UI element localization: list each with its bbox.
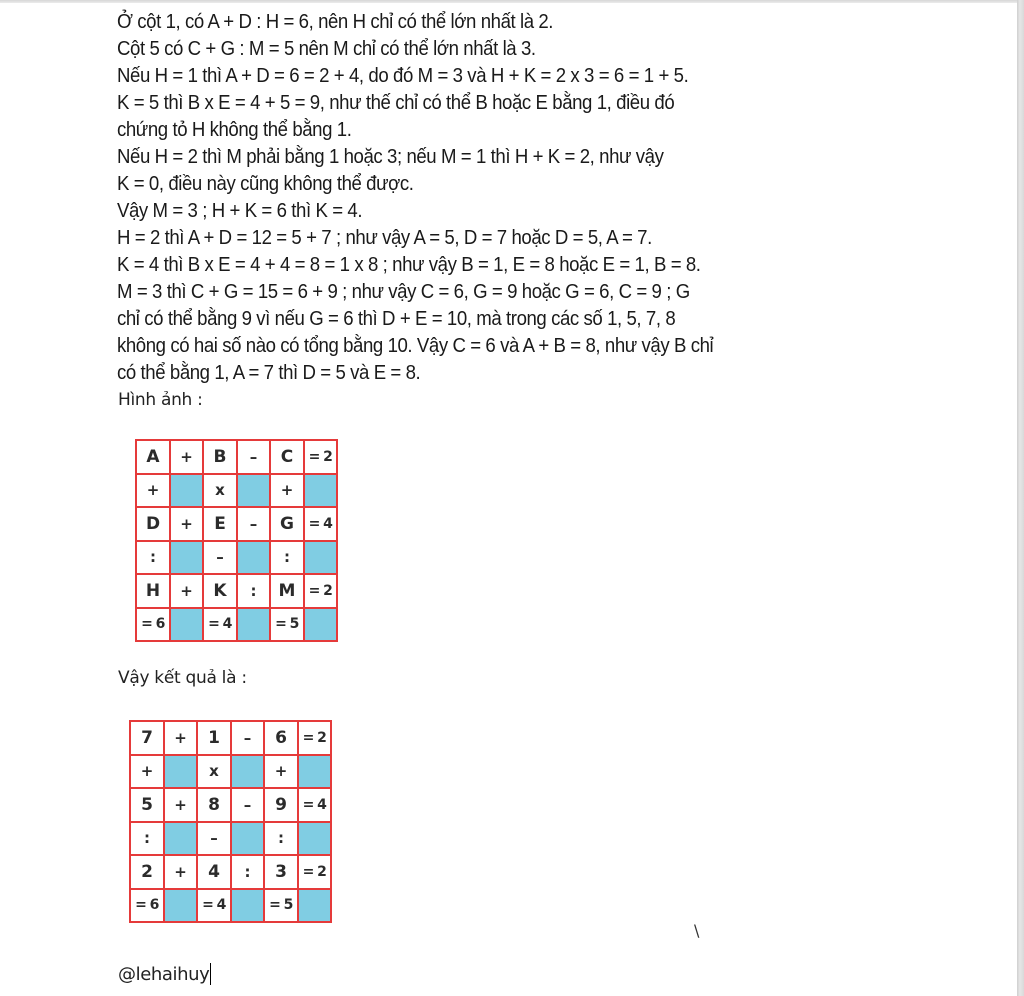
grid-cell: = 2 xyxy=(298,721,332,755)
grid-cell: : xyxy=(231,855,265,889)
grid-cell-blank xyxy=(298,889,332,923)
grid-cell: H xyxy=(136,574,170,608)
grid-cell: + xyxy=(264,755,298,789)
grid-cell-blank xyxy=(164,755,198,789)
grid-cell-blank xyxy=(170,474,204,508)
solution-line: chứng tỏ H không thể bằng 1. xyxy=(117,119,352,141)
vertical-scrollbar[interactable] xyxy=(1017,0,1024,996)
grid-cell: : xyxy=(130,822,164,856)
grid-cell: 1 xyxy=(197,721,231,755)
solution-line: K = 5 thì B x E = 4 + 5 = 9, như thế chỉ có thể B hoặc E bằng 1, điều đó xyxy=(117,92,675,114)
solution-line: không có hai số nào có tổng bằng 10. Vậy C = 6 và A + B = 8, như vậy B chỉ xyxy=(117,335,714,357)
grid-cell-blank xyxy=(231,755,265,789)
grid-cell-blank xyxy=(237,541,271,575)
grid-cell: A xyxy=(136,440,170,474)
signature-line[interactable] xyxy=(118,963,211,985)
grid-cell: = 5 xyxy=(270,608,304,642)
solution-line: Vậy M = 3 ; H + K = 6 thì K = 4. xyxy=(117,200,363,222)
grid-cell: 4 xyxy=(197,855,231,889)
grid-cell-blank xyxy=(170,608,204,642)
grid-cell-blank xyxy=(231,889,265,923)
grid-cell: + xyxy=(136,474,170,508)
grid-cell: = 6 xyxy=(136,608,170,642)
grid-cell: : xyxy=(237,574,271,608)
grid-cell: 2 xyxy=(130,855,164,889)
solution-line: chỉ có thể bằng 9 vì nếu G = 6 thì D + E = 10, mà trong các số 1, 5, 7, 8 xyxy=(117,308,676,330)
image-label: Hình ảnh : xyxy=(118,390,203,410)
grid-cell: – xyxy=(197,822,231,856)
grid-cell-blank xyxy=(164,889,198,923)
grid-cell: – xyxy=(231,788,265,822)
grid-cell-blank xyxy=(298,822,332,856)
grid-cell: + xyxy=(130,755,164,789)
grid-cell-blank xyxy=(164,822,198,856)
grid-cell: = 5 xyxy=(264,889,298,923)
grid-cell: x xyxy=(197,755,231,789)
grid-cell: M xyxy=(270,574,304,608)
grid-cell: + xyxy=(170,440,204,474)
grid-cell: = 2 xyxy=(298,855,332,889)
grid-cell: 9 xyxy=(264,788,298,822)
grid-cell-blank xyxy=(304,608,338,642)
grid-cell: K xyxy=(203,574,237,608)
result-grid xyxy=(129,720,332,923)
grid-cell: = 4 xyxy=(298,788,332,822)
grid-cell: = 4 xyxy=(197,889,231,923)
grid-cell: = 2 xyxy=(304,574,338,608)
text-cursor xyxy=(210,963,211,985)
grid-cell: 7 xyxy=(130,721,164,755)
grid-cell: 6 xyxy=(264,721,298,755)
grid-cell: C xyxy=(270,440,304,474)
signature-text: @lehaihuy xyxy=(118,964,210,985)
grid-cell-blank xyxy=(298,755,332,789)
grid-cell: E xyxy=(203,507,237,541)
grid-cell: – xyxy=(203,541,237,575)
grid-cell: 5 xyxy=(130,788,164,822)
solution-line: Cột 5 có C + G : M = 5 nên M chỉ có thể lớn nhất là 3. xyxy=(117,38,536,60)
result-label: Vậy kết quả là : xyxy=(118,668,247,688)
document-page xyxy=(0,3,1017,996)
solution-line: H = 2 thì A + D = 12 = 5 + 7 ; như vậy A = 5, D = 7 hoặc D = 5, A = 7. xyxy=(117,227,652,249)
grid-cell-blank xyxy=(231,822,265,856)
solution-line: Nếu H = 1 thì A + D = 6 = 2 + 4, do đó M = 3 và H + K = 2 x 3 = 6 = 1 + 5. xyxy=(117,65,689,87)
grid-cell-blank xyxy=(304,474,338,508)
grid-cell: = 2 xyxy=(304,440,338,474)
solution-text xyxy=(117,9,861,387)
grid-cell: – xyxy=(231,721,265,755)
grid-cell: + xyxy=(170,507,204,541)
solution-line: Nếu H = 2 thì M phải bằng 1 hoặc 3; nếu M = 1 thì H + K = 2, như vậy xyxy=(117,146,664,168)
grid-cell: x xyxy=(203,474,237,508)
grid-cell: + xyxy=(270,474,304,508)
solution-line: M = 3 thì C + G = 15 = 6 + 9 ; như vậy C = 6, G = 9 hoặc G = 6, C = 9 ; G xyxy=(117,281,690,303)
grid-cell: = 4 xyxy=(203,608,237,642)
solution-line: Ở cột 1, có A + D : H = 6, nên H chỉ có thể lớn nhất là 2. xyxy=(117,11,554,33)
grid-cell: B xyxy=(203,440,237,474)
solution-line: có thể bằng 1, A = 7 thì D = 5 và E = 8. xyxy=(117,362,421,384)
grid-cell: = 4 xyxy=(304,507,338,541)
grid-cell-blank xyxy=(304,541,338,575)
grid-cell: – xyxy=(237,440,271,474)
grid-cell: + xyxy=(164,855,198,889)
grid-cell: : xyxy=(270,541,304,575)
puzzle-grid xyxy=(135,439,338,642)
grid-cell-blank xyxy=(237,474,271,508)
grid-cell-blank xyxy=(237,608,271,642)
grid-cell: + xyxy=(164,788,198,822)
solution-line: K = 4 thì B x E = 4 + 4 = 8 = 1 x 8 ; như vậy B = 1, E = 8 hoặc E = 1, B = 8. xyxy=(117,254,701,276)
grid-cell: D xyxy=(136,507,170,541)
grid-cell: = 6 xyxy=(130,889,164,923)
grid-cell-blank xyxy=(170,541,204,575)
grid-cell: G xyxy=(270,507,304,541)
grid-cell: 8 xyxy=(197,788,231,822)
solution-line: K = 0, điều này cũng không thể được. xyxy=(117,173,414,195)
stray-backslash-mark: \ xyxy=(694,921,700,940)
grid-cell: – xyxy=(237,507,271,541)
grid-cell: : xyxy=(264,822,298,856)
grid-cell: : xyxy=(136,541,170,575)
grid-cell: 3 xyxy=(264,855,298,889)
grid-cell: + xyxy=(164,721,198,755)
grid-cell: + xyxy=(170,574,204,608)
